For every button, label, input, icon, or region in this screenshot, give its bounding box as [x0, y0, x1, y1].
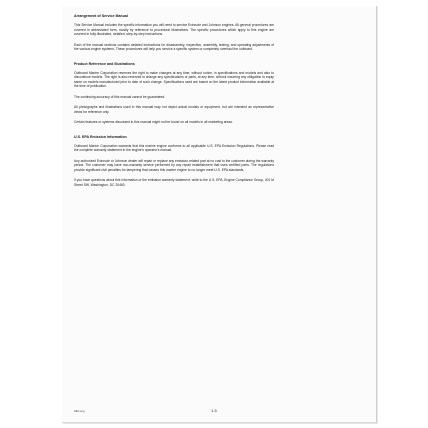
section-arrangement	[74, 14, 274, 52]
section-epa-emission	[74, 135, 274, 188]
page-content	[74, 14, 274, 193]
paragraph: Any authorized Evinrude or Johnson dealer will repair or replace any emission-related part at no cost to the customer during the warranty period. The customer may have non-warranty service performed by any repair establishment that uses certified parts. The regulations provide significant civil penalties for tampering that causes this marine engine to no longer meet U.S. EPA standards.	[74, 158, 274, 172]
section-heading: U.S. EPA Emission Information	[74, 134, 127, 139]
paragraph: This Service Manual includes the specific information you will need to service Evinrude and Johnson engines. All general procedures are covered in abbreviated form, mostly by reference to procedural illustrations. The specific procedures which apply to this engine are covered in fully-illustrated, detailed, step-by-step instructions.	[74, 23, 274, 36]
paragraph: If you have questions about this information or the emission warranty statement, write to the U.S. EPA, Engine Compliance Group, 401 M Street SW, Washington, DC 20460.	[74, 178, 274, 187]
section-heading: Arrangement of Service Manual	[74, 14, 128, 18]
paragraph: All photographs and illustrations used in this manual may not depict actual models or equipment, but are intended as representative views for reference only.	[74, 105, 274, 114]
paragraph: The continuing accuracy of this manual cannot be guaranteed.	[74, 94, 166, 99]
paragraph: Certain features or systems discussed in this manual might not be found on all models in all marketing areas.	[74, 120, 233, 124]
page-number: 1-5	[211, 408, 217, 413]
paragraph: Each of the manual sections contains detailed instructions for disassembly, inspection, assembly, testing, and operating adjustments of the various engine systems. These procedures will help you service a specific system or completely overhaul the outboard.	[74, 42, 274, 51]
footer-code: SEC-eng	[74, 410, 85, 413]
section-heading: Product Reference and Illustrations	[74, 61, 135, 66]
paragraph: Outboard Marine Corporation warrants that this marine engine conforms to all applicable U.S. EPA Emission Regulations. Please read the complete warranty statement in the engine's operator's manual.	[74, 143, 274, 152]
section-product-reference	[74, 62, 274, 125]
manual-page	[62, 6, 377, 423]
paragraph: Outboard Marine Corporation reserves the right to make changes at any time, without notice, in specifications and models and also to discontinue models. The right is also reserved to change any specifications or parts, at any time, without incurring any obligation to equip same on models manufactured prior to date of such change. Specifications used are based on the latest product information available at the time of publication.	[74, 70, 274, 88]
